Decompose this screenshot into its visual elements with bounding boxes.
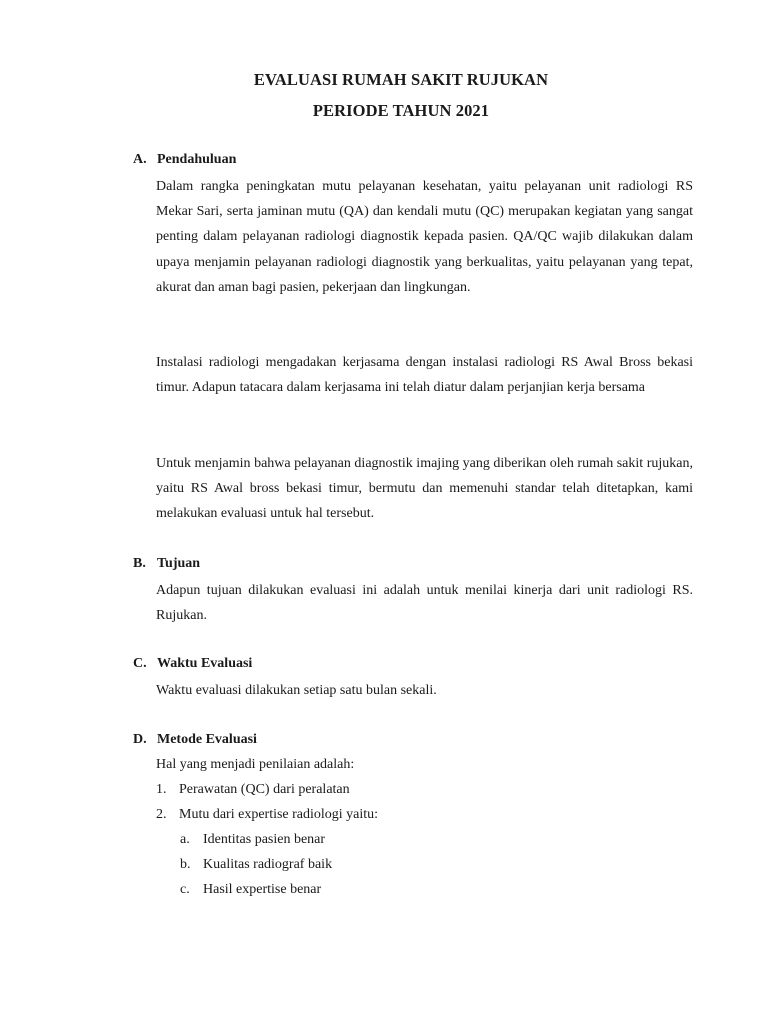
section-title: Pendahuluan: [157, 152, 237, 167]
section-d-heading: [133, 732, 257, 748]
sub-list-letter: b.: [180, 857, 191, 872]
section-d-intro: Hal yang menjadi penilaian adalah:: [156, 757, 355, 772]
sub-list-item-text: Hasil expertise benar: [203, 882, 322, 897]
section-b-paragraph-1: Adapun tujuan dilakukan evaluasi ini adalah untuk menilai kinerja dari unit radiologi RS. Rujukan.: [156, 583, 693, 624]
list-item-text: Mutu dari expertise radiologi yaitu:: [179, 807, 379, 822]
list-number: 1.: [156, 782, 167, 797]
sub-list-letter: a.: [180, 832, 190, 847]
sub-list-item-text: Kualitas radiograf baik: [203, 857, 333, 872]
document-title: EVALUASI RUMAH SAKIT RUJUKAN: [253, 70, 549, 89]
section-title: Tujuan: [157, 556, 201, 571]
section-b-heading: [133, 556, 200, 572]
list-item-text: Perawatan (QC) dari peralatan: [179, 782, 350, 797]
section-letter: B.: [133, 556, 146, 571]
sub-list-letter: c.: [180, 882, 190, 897]
sub-list-item: [180, 857, 332, 873]
section-c-heading: [133, 656, 252, 672]
section-letter: A.: [133, 152, 147, 167]
section-c-paragraph-1: Waktu evaluasi dilakukan setiap satu bulan sekali.: [156, 683, 437, 698]
list-item: [156, 807, 378, 823]
sub-list-item-text: Identitas pasien benar: [203, 832, 326, 847]
section-a-paragraph-1: Dalam rangka peningkatan mutu pelayanan kesehatan, yaitu pelayanan unit radiologi RS Mekar Sari, serta jaminan mutu (QA) dan kendali mutu (QC) merupakan kegiatan yang sangat penting dalam pelayanan radiologi diagnostik kepada pasien. QA/QC wajib dilakukan dalam upaya menjamin pelayanan radiologi diagnostik yang berkualitas, yaitu pelayanan yang tepat, akurat dan aman bagi pasien, pekerjaan dan lingkungan.: [156, 179, 693, 295]
section-a-paragraph-3: Untuk menjamin bahwa pelayanan diagnostik imajing yang diberikan oleh rumah sakit rujukan, yaitu RS Awal bross bekasi timur, bermutu dan memenuhi standar telah ditetapkan, kami melakukan evaluasi untuk hal tersebut.: [156, 456, 693, 522]
list-number: 2.: [156, 807, 167, 822]
document-subtitle: PERIODE TAHUN 2021: [312, 101, 490, 120]
sub-list-item: [180, 882, 321, 898]
section-letter: D.: [133, 732, 147, 747]
section-letter: C.: [133, 656, 147, 671]
section-title: Waktu Evaluasi: [157, 656, 253, 671]
section-title: Metode Evaluasi: [157, 732, 257, 747]
sub-list-item: [180, 832, 325, 848]
section-a-heading: [133, 152, 236, 168]
list-item: [156, 782, 350, 798]
section-a-paragraph-2: Instalasi radiologi mengadakan kerjasama dengan instalasi radiologi RS Awal Bross bekasi timur. Adapun tatacara dalam kerjasama ini telah diatur dalam perjanjian kerja bersama: [156, 355, 693, 396]
